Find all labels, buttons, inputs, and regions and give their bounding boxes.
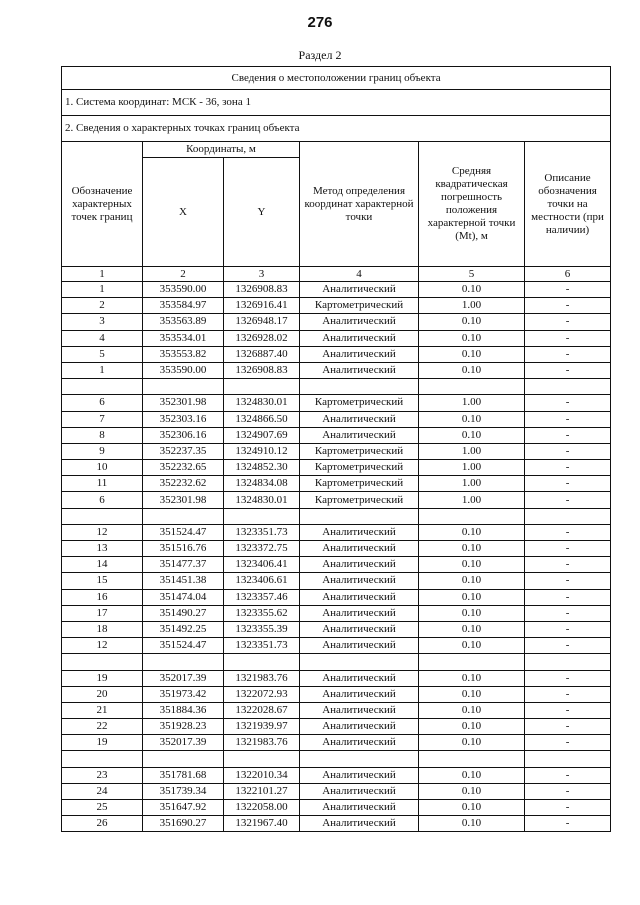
point-id-cell: 10 [62, 460, 143, 476]
x-cell: 351474.04 [143, 589, 224, 605]
separator-row [62, 508, 611, 524]
table-row [62, 686, 611, 702]
point-id-cell: 1 [62, 362, 143, 378]
error-cell [419, 654, 525, 670]
table-row [62, 411, 611, 427]
x-cell: 351524.47 [143, 638, 224, 654]
table-row [62, 476, 611, 492]
description-cell: - [525, 314, 611, 330]
column-number: 2 [143, 267, 224, 282]
method-cell: Аналитический [300, 719, 419, 735]
table-row [62, 702, 611, 718]
error-cell: 0.10 [419, 330, 525, 346]
description-cell: - [525, 686, 611, 702]
point-id-cell: 17 [62, 605, 143, 621]
description-cell: - [525, 411, 611, 427]
method-cell [300, 751, 419, 767]
method-cell: Аналитический [300, 314, 419, 330]
point-id-cell: 25 [62, 800, 143, 816]
header-method: Метод определения координат характерной точки [300, 142, 419, 267]
point-id-cell: 2 [62, 298, 143, 314]
table-body [62, 282, 611, 832]
method-cell: Аналитический [300, 670, 419, 686]
description-cell: - [525, 621, 611, 637]
separator-row [62, 654, 611, 670]
x-cell: 352232.65 [143, 460, 224, 476]
error-cell: 0.10 [419, 686, 525, 702]
description-cell: - [525, 605, 611, 621]
column-number: 4 [300, 267, 419, 282]
error-cell: 0.10 [419, 735, 525, 751]
column-number: 6 [525, 267, 611, 282]
x-cell: 353534.01 [143, 330, 224, 346]
table-row [62, 298, 611, 314]
table-row [62, 362, 611, 378]
method-cell: Аналитический [300, 411, 419, 427]
x-cell: 351781.68 [143, 767, 224, 783]
table-row [62, 605, 611, 621]
y-cell: 1321983.76 [224, 670, 300, 686]
error-cell: 0.10 [419, 816, 525, 832]
y-cell: 1322010.34 [224, 767, 300, 783]
table-row [62, 524, 611, 540]
x-cell: 351477.37 [143, 557, 224, 573]
y-cell: 1324830.01 [224, 492, 300, 508]
description-cell: - [525, 719, 611, 735]
point-id-cell: 23 [62, 767, 143, 783]
x-cell: 351690.27 [143, 816, 224, 832]
y-cell: 1322101.27 [224, 783, 300, 799]
x-cell [143, 379, 224, 395]
x-cell: 351492.25 [143, 621, 224, 637]
y-cell: 1324834.08 [224, 476, 300, 492]
method-cell: Картометрический [300, 460, 419, 476]
x-cell: 351524.47 [143, 524, 224, 540]
description-cell [525, 508, 611, 524]
y-cell: 1323372.75 [224, 541, 300, 557]
description-cell: - [525, 330, 611, 346]
y-cell: 1323355.62 [224, 605, 300, 621]
description-cell: - [525, 573, 611, 589]
column-number: 5 [419, 267, 525, 282]
error-cell: 0.10 [419, 427, 525, 443]
error-cell: 0.10 [419, 314, 525, 330]
error-cell: 0.10 [419, 621, 525, 637]
table-row [62, 589, 611, 605]
point-id-cell: 6 [62, 492, 143, 508]
point-id-cell: 21 [62, 702, 143, 718]
method-cell: Аналитический [300, 330, 419, 346]
error-cell: 1.00 [419, 298, 525, 314]
x-cell: 352017.39 [143, 670, 224, 686]
y-cell: 1321939.97 [224, 719, 300, 735]
method-cell: Аналитический [300, 557, 419, 573]
x-cell: 353553.82 [143, 346, 224, 362]
x-cell: 351884.36 [143, 702, 224, 718]
table-row [62, 443, 611, 459]
x-cell: 353590.00 [143, 282, 224, 298]
method-cell: Картометрический [300, 476, 419, 492]
method-cell: Аналитический [300, 686, 419, 702]
error-cell: 0.10 [419, 362, 525, 378]
method-cell: Аналитический [300, 589, 419, 605]
point-id-cell: 26 [62, 816, 143, 832]
error-cell: 0.10 [419, 524, 525, 540]
y-cell: 1323406.41 [224, 557, 300, 573]
description-cell: - [525, 395, 611, 411]
table-row [62, 800, 611, 816]
description-cell: - [525, 589, 611, 605]
x-cell: 351490.27 [143, 605, 224, 621]
method-cell: Аналитический [300, 638, 419, 654]
x-cell: 352306.16 [143, 427, 224, 443]
point-id-cell: 7 [62, 411, 143, 427]
description-cell: - [525, 735, 611, 751]
point-id-cell: 9 [62, 443, 143, 459]
method-cell: Аналитический [300, 800, 419, 816]
table-row [62, 282, 611, 298]
table-row [62, 557, 611, 573]
y-cell: 1322028.67 [224, 702, 300, 718]
method-cell: Картометрический [300, 298, 419, 314]
table-title: Сведения о местоположении границ объекта [62, 67, 611, 90]
point-id-cell: 12 [62, 524, 143, 540]
point-id-cell: 24 [62, 783, 143, 799]
table-row [62, 460, 611, 476]
error-cell [419, 751, 525, 767]
description-cell: - [525, 476, 611, 492]
error-cell: 0.10 [419, 346, 525, 362]
error-cell: 1.00 [419, 443, 525, 459]
error-cell: 0.10 [419, 800, 525, 816]
point-id-cell [62, 654, 143, 670]
point-id-cell [62, 751, 143, 767]
y-cell: 1323406.61 [224, 573, 300, 589]
boundary-points-table [61, 66, 611, 832]
description-cell: - [525, 524, 611, 540]
column-number: 3 [224, 267, 300, 282]
error-cell: 0.10 [419, 573, 525, 589]
y-cell: 1323351.73 [224, 524, 300, 540]
y-cell: 1324910.12 [224, 443, 300, 459]
error-cell: 1.00 [419, 395, 525, 411]
error-cell: 0.10 [419, 783, 525, 799]
description-cell: - [525, 670, 611, 686]
x-cell [143, 751, 224, 767]
y-cell: 1321983.76 [224, 735, 300, 751]
table-row [62, 621, 611, 637]
x-cell: 353584.97 [143, 298, 224, 314]
section-label: Раздел 2 [298, 48, 342, 62]
error-cell: 0.10 [419, 767, 525, 783]
y-cell [224, 751, 300, 767]
point-id-cell: 13 [62, 541, 143, 557]
method-cell: Аналитический [300, 282, 419, 298]
y-cell [224, 654, 300, 670]
method-cell [300, 379, 419, 395]
method-cell: Аналитический [300, 767, 419, 783]
method-cell: Аналитический [300, 621, 419, 637]
error-cell: 1.00 [419, 492, 525, 508]
table-row [62, 638, 611, 654]
table-row [62, 670, 611, 686]
header-designation: Обозначение характерных точек границ [62, 142, 143, 267]
error-cell [419, 508, 525, 524]
error-cell: 0.10 [419, 282, 525, 298]
point-id-cell: 12 [62, 638, 143, 654]
x-cell: 353590.00 [143, 362, 224, 378]
y-cell: 1326908.83 [224, 282, 300, 298]
point-id-cell: 15 [62, 573, 143, 589]
error-cell: 0.10 [419, 605, 525, 621]
error-cell: 0.10 [419, 589, 525, 605]
point-id-cell: 19 [62, 735, 143, 751]
y-cell [224, 508, 300, 524]
y-cell: 1324830.01 [224, 395, 300, 411]
error-cell: 0.10 [419, 719, 525, 735]
x-cell: 351451.38 [143, 573, 224, 589]
table-row [62, 719, 611, 735]
column-number-row [62, 267, 611, 282]
x-cell [143, 508, 224, 524]
description-cell: - [525, 282, 611, 298]
y-cell [224, 379, 300, 395]
description-cell: - [525, 362, 611, 378]
table-row [62, 427, 611, 443]
description-cell: - [525, 800, 611, 816]
method-cell: Аналитический [300, 735, 419, 751]
table-row [62, 314, 611, 330]
separator-row [62, 379, 611, 395]
description-cell: - [525, 816, 611, 832]
y-cell: 1323355.39 [224, 621, 300, 637]
header-error: Средняя квадратическая погрешность положения характерной точки (Mt), м [419, 142, 525, 267]
x-cell: 352301.98 [143, 492, 224, 508]
column-number: 1 [62, 267, 143, 282]
point-id-cell: 6 [62, 395, 143, 411]
error-cell: 0.10 [419, 702, 525, 718]
x-cell: 351928.23 [143, 719, 224, 735]
method-cell: Аналитический [300, 427, 419, 443]
x-cell: 352237.35 [143, 443, 224, 459]
description-cell: - [525, 767, 611, 783]
description-cell: - [525, 298, 611, 314]
point-id-cell: 18 [62, 621, 143, 637]
description-cell [525, 654, 611, 670]
description-cell: - [525, 346, 611, 362]
header-coordinates: Координаты, м [143, 142, 300, 158]
x-cell: 352232.62 [143, 476, 224, 492]
y-cell: 1322072.93 [224, 686, 300, 702]
description-cell: - [525, 460, 611, 476]
x-cell: 352017.39 [143, 735, 224, 751]
error-cell: 0.10 [419, 670, 525, 686]
separator-row [62, 751, 611, 767]
x-cell: 351739.34 [143, 783, 224, 799]
method-cell: Аналитический [300, 702, 419, 718]
x-cell: 351647.92 [143, 800, 224, 816]
method-cell: Аналитический [300, 346, 419, 362]
method-cell: Аналитический [300, 541, 419, 557]
x-cell: 351516.76 [143, 541, 224, 557]
points-section-title: 2. Сведения о характерных точках границ объекта [62, 116, 611, 142]
description-cell: - [525, 702, 611, 718]
method-cell: Аналитический [300, 605, 419, 621]
point-id-cell: 8 [62, 427, 143, 443]
method-cell: Картометрический [300, 492, 419, 508]
method-cell: Аналитический [300, 524, 419, 540]
y-cell: 1326916.41 [224, 298, 300, 314]
error-cell: 0.10 [419, 541, 525, 557]
x-cell [143, 654, 224, 670]
table-row [62, 783, 611, 799]
point-id-cell: 14 [62, 557, 143, 573]
method-cell: Аналитический [300, 816, 419, 832]
table-row [62, 346, 611, 362]
description-cell: - [525, 557, 611, 573]
y-cell: 1324907.69 [224, 427, 300, 443]
error-cell: 0.10 [419, 638, 525, 654]
header-description: Описание обозначения точки на местности (при наличии) [525, 142, 611, 267]
point-id-cell: 5 [62, 346, 143, 362]
y-cell: 1324852.30 [224, 460, 300, 476]
y-cell: 1326948.17 [224, 314, 300, 330]
error-cell: 0.10 [419, 411, 525, 427]
table-row [62, 816, 611, 832]
x-cell: 353563.89 [143, 314, 224, 330]
y-cell: 1323357.46 [224, 589, 300, 605]
y-cell: 1326908.83 [224, 362, 300, 378]
y-cell: 1323351.73 [224, 638, 300, 654]
y-cell: 1326928.02 [224, 330, 300, 346]
method-cell: Аналитический [300, 783, 419, 799]
table-row [62, 395, 611, 411]
point-id-cell: 4 [62, 330, 143, 346]
y-cell: 1322058.00 [224, 800, 300, 816]
y-cell: 1324866.50 [224, 411, 300, 427]
description-cell: - [525, 427, 611, 443]
point-id-cell: 20 [62, 686, 143, 702]
table-row [62, 573, 611, 589]
point-id-cell: 3 [62, 314, 143, 330]
method-cell: Картометрический [300, 395, 419, 411]
description-cell [525, 751, 611, 767]
error-cell: 1.00 [419, 476, 525, 492]
x-cell: 352301.98 [143, 395, 224, 411]
point-id-cell [62, 508, 143, 524]
description-cell: - [525, 541, 611, 557]
point-id-cell: 22 [62, 719, 143, 735]
method-cell [300, 508, 419, 524]
error-cell: 0.10 [419, 557, 525, 573]
x-cell: 352303.16 [143, 411, 224, 427]
header-y: Y [224, 158, 300, 267]
y-cell: 1326887.40 [224, 346, 300, 362]
table-row [62, 492, 611, 508]
coordinate-system: 1. Система координат: МСК - 36, зона 1 [62, 90, 611, 116]
x-cell: 351973.42 [143, 686, 224, 702]
point-id-cell: 16 [62, 589, 143, 605]
point-id-cell: 11 [62, 476, 143, 492]
description-cell: - [525, 492, 611, 508]
description-cell: - [525, 443, 611, 459]
description-cell: - [525, 783, 611, 799]
table-row [62, 541, 611, 557]
method-cell: Картометрический [300, 443, 419, 459]
table-row [62, 735, 611, 751]
point-id-cell [62, 379, 143, 395]
point-id-cell: 1 [62, 282, 143, 298]
method-cell: Аналитический [300, 362, 419, 378]
description-cell [525, 379, 611, 395]
y-cell: 1321967.40 [224, 816, 300, 832]
header-x: X [143, 158, 224, 267]
method-cell [300, 654, 419, 670]
page-number: 276 [307, 14, 333, 31]
description-cell: - [525, 638, 611, 654]
error-cell [419, 379, 525, 395]
table-row [62, 767, 611, 783]
method-cell: Аналитический [300, 573, 419, 589]
table-row [62, 330, 611, 346]
point-id-cell: 19 [62, 670, 143, 686]
error-cell: 1.00 [419, 460, 525, 476]
